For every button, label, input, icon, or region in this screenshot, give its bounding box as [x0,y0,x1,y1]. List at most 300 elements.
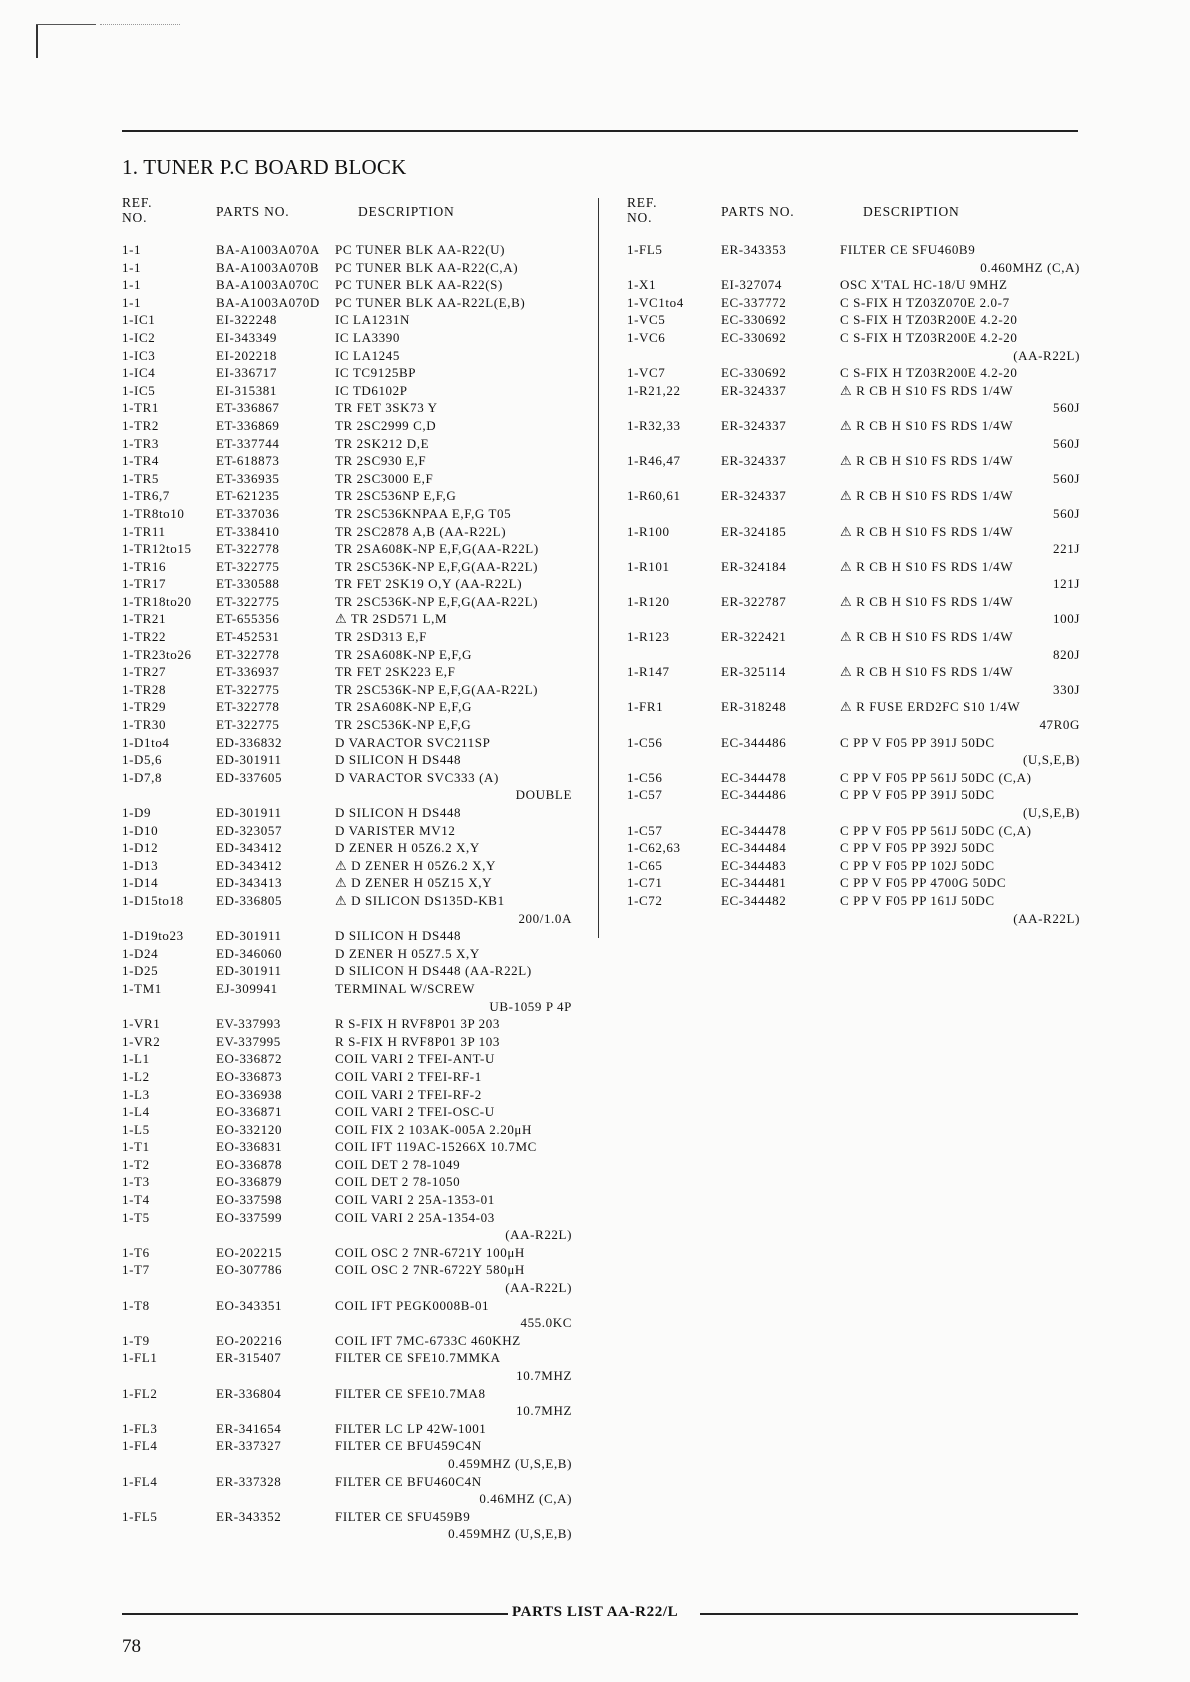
description: PC TUNER BLK AA-R22(S) [335,277,503,293]
ref-no: 1-FL4 [122,1438,158,1454]
parts-row [627,663,1080,698]
ref-no: 1-R21,22 [627,382,681,398]
parts-row [627,364,1080,382]
description-continuation: 221J [1053,541,1080,557]
parts-no: ED-323057 [216,822,283,838]
description: TR FET 2SK19 O,Y (AA-R22L) [335,576,523,592]
parts-no: BA-A1003A070C [216,277,320,293]
ref-no: 1-T8 [122,1297,150,1313]
ref-no: 1-L2 [122,1068,150,1084]
parts-row [122,1086,584,1104]
parts-row [627,523,1080,558]
ref-no: 1-IC1 [122,312,156,328]
description-continuation: 560J [1053,470,1080,486]
description-continuation: (AA-R22L) [505,1227,572,1243]
parts-no: EC-344483 [721,857,787,873]
parts-no: ER-336804 [216,1385,282,1401]
description: C PP V F05 PP 391J 50DC [840,787,995,803]
description: C S-FIX H TZ03R200E 4.2-20 [840,329,1018,345]
description: ⚠ R CB H S10 FS RDS 1/4W [840,382,1014,398]
parts-no: EO-336871 [216,1104,283,1120]
parts-no: ET-336869 [216,417,280,433]
ref-no: 1-D19to23 [122,928,184,944]
parts-row [627,786,1080,821]
parts-row [122,241,584,259]
ref-no: 1-VR2 [122,1033,161,1049]
description: C S-FIX H TZ03Z070E 2.0-7 [840,294,1010,310]
description: COIL DET 2 78-1049 [335,1156,461,1172]
ref-no: 1-1 [122,294,142,310]
parts-row [122,452,584,470]
description: D SILICON H DS448 [335,805,462,820]
parts-row [122,962,584,980]
parts-row [122,927,584,945]
parts-no: ER-325114 [721,664,786,680]
ref-no: 1-D9 [122,805,152,820]
description-continuation: (AA-R22L) [1013,910,1080,926]
description: COIL OSC 2 7NR-6722Y 580μH [335,1262,525,1278]
right-parts-list [627,241,1080,927]
ref-no: 1-FL1 [122,1350,158,1366]
description: TR 2SC536NP E,F,G [335,488,457,504]
description-continuation: 0.460MHZ (C,A) [980,259,1080,275]
parts-no: ER-318248 [721,699,787,715]
parts-no: ED-301911 [216,805,282,820]
description: ⚠ R CB H S10 FS RDS 1/4W [840,523,1014,539]
description-continuation: 560J [1053,505,1080,521]
top-rule [122,130,1078,132]
parts-no: EO-332120 [216,1121,283,1137]
left-parts-list [122,241,584,1543]
parts-no: ET-322778 [216,699,280,715]
description: COIL VARI 2 TFEI-RF-1 [335,1068,482,1084]
parts-row [122,1033,584,1051]
description: C PP V F05 PP 102J 50DC [840,857,995,873]
ref-no: 1-T9 [122,1332,150,1348]
header-description: DESCRIPTION [358,204,455,219]
parts-no: EV-337993 [216,1016,281,1032]
parts-row [122,1420,584,1438]
description: C PP V F05 PP 391J 50DC [840,734,995,750]
ref-no: 1-C65 [627,857,663,873]
parts-row [627,734,1080,769]
parts-no: ER-343353 [721,242,787,257]
parts-no: ER-322421 [721,629,787,645]
description: FILTER CE BFU459C4N [335,1438,482,1454]
ref-no: 1-R100 [627,523,670,539]
parts-no: ED-343412 [216,857,283,873]
parts-row [122,1437,584,1472]
parts-row [122,1103,584,1121]
description: COIL IFT 7MC-6733C 460KHZ [335,1332,521,1348]
parts-no: ET-322775 [216,558,280,574]
parts-row [122,259,584,277]
parts-row [627,487,1080,522]
description: TR 2SC536KNPAA E,F,G T05 [335,505,512,521]
parts-row [627,311,1080,329]
parts-no: EC-344482 [721,892,787,908]
parts-row [122,646,584,664]
ref-no: 1-R123 [627,629,670,645]
parts-no: ET-452531 [216,629,280,645]
parts-row [627,558,1080,593]
description: COIL IFT 119AC-15266X 10.7MC [335,1139,537,1155]
parts-row [122,734,584,752]
parts-no: EC-344486 [721,734,787,750]
ref-no: 1-TR23to26 [122,646,192,662]
ref-no: 1-TR30 [122,717,167,733]
parts-row [122,470,584,488]
ref-no: 1-TM1 [122,980,162,996]
ref-no: 1-TR12to15 [122,541,192,557]
parts-no: EI-343349 [216,329,277,345]
description: ⚠ R CB H S10 FS RDS 1/4W [840,558,1014,574]
description-continuation: 0.459MHZ (U,S,E,B) [448,1526,572,1542]
ref-no: 1-TR22 [122,629,167,645]
ref-no: 1-T3 [122,1174,150,1190]
parts-row [122,593,584,611]
ref-no: 1-D10 [122,822,159,838]
column-header [627,195,1080,241]
ref-no: 1-C62,63 [627,840,681,856]
parts-no: ET-322778 [216,646,280,662]
description-continuation: (AA-R22L) [1013,347,1080,363]
parts-no: EO-337598 [216,1192,283,1208]
parts-row [627,452,1080,487]
description: D VARISTER MV12 [335,822,456,838]
ref-no: 1-T4 [122,1192,150,1208]
parts-no: ER-324337 [721,488,787,504]
ref-no: 1-TR27 [122,664,167,680]
parts-no: EO-336873 [216,1068,283,1084]
parts-no: ER-337328 [216,1473,282,1489]
description: C PP V F05 PP 4700G 50DC [840,875,1007,891]
description: C PP V F05 PP 161J 50DC [840,892,995,908]
parts-row [122,1191,584,1209]
description: TR 2SK212 D,E [335,435,430,451]
description: IC LA1231N [335,312,410,328]
ref-no: 1-VC5 [627,312,666,328]
description-continuation: 330J [1053,681,1080,697]
ref-no: 1-D14 [122,875,159,891]
description: ⚠ R CB H S10 FS RDS 1/4W [840,453,1014,469]
ref-no: 1-D7,8 [122,769,163,785]
parts-row [627,628,1080,663]
parts-no: EC-344484 [721,840,787,856]
ref-no: 1-IC5 [122,382,156,398]
ref-no: 1-TR5 [122,470,159,486]
ref-no: 1-T2 [122,1156,150,1172]
ref-no: 1-TR16 [122,558,167,574]
footer-rule-left [122,1613,508,1615]
description: D ZENER H 05Z6.2 X,Y [335,840,480,856]
description: FILTER LC LP 42W-1001 [335,1420,487,1436]
description-continuation: 10.7MHZ [516,1403,572,1419]
description-continuation: 560J [1053,435,1080,451]
parts-no: EI-322248 [216,312,277,328]
description: FILTER CE SFU460B9 [840,242,976,257]
description: TR 2SC930 E,F [335,453,427,469]
ref-no: 1-T6 [122,1244,150,1260]
description: D VARACTOR SVC211SP [335,734,491,750]
description: IC LA3390 [335,329,400,345]
description: ⚠ D ZENER H 05Z15 X,Y [335,875,493,891]
description: COIL VARI 2 25A-1354-03 [335,1209,495,1225]
ref-no: 1-D12 [122,840,159,856]
parts-no: ED-336832 [216,734,283,750]
parts-no: ET-322775 [216,681,280,697]
description: C PP V F05 PP 392J 50DC [840,840,995,856]
parts-row [122,1015,584,1033]
description: D VARACTOR SVC333 (A) [335,769,499,785]
parts-no: EI-202218 [216,347,277,363]
parts-row [122,1050,584,1068]
header-description: DESCRIPTION [863,204,960,219]
ref-no: 1-IC3 [122,347,156,363]
parts-row [627,822,1080,840]
description: TR 2SA608K-NP E,F,G(AA-R22L) [335,541,539,557]
page-number: 78 [122,1636,141,1657]
description: D SILICON H DS448 [335,928,462,944]
header-ref-line1: REF. [627,195,658,210]
parts-row [122,980,584,1015]
ref-no: 1-VR1 [122,1016,161,1032]
parts-row [122,892,584,927]
parts-no: ET-655356 [216,611,280,627]
description: PC TUNER BLK AA-R22(C,A) [335,259,519,275]
description-continuation: 0.46MHZ (C,A) [479,1491,572,1507]
description: D SILICON H DS448 (AA-R22L) [335,963,532,979]
description: PC TUNER BLK AA-R22(U) [335,242,506,257]
parts-row [122,769,584,804]
ref-no: 1-R32,33 [627,417,681,433]
ref-no: 1-TR21 [122,611,167,627]
ref-no: 1-C71 [627,875,663,891]
parts-no: EI-327074 [721,277,782,293]
parts-row [122,663,584,681]
description: ⚠ R FUSE ERD2FC S10 1/4W [840,699,1021,715]
parts-row [122,610,584,628]
description: TR 2SA608K-NP E,F,G [335,699,473,715]
description: FILTER CE SFE10.7MMKA [335,1350,501,1366]
parts-row [122,1068,584,1086]
description: FILTER CE SFE10.7MA8 [335,1385,486,1401]
parts-no: ED-301911 [216,928,282,944]
description: COIL DET 2 78-1050 [335,1174,461,1190]
description-continuation: 100J [1053,611,1080,627]
parts-row [627,769,1080,787]
ref-no: 1-C57 [627,822,663,838]
parts-row [122,945,584,963]
parts-no: EO-343351 [216,1297,283,1313]
description: TR 2SC536K-NP E,F,G [335,717,472,733]
parts-no: ET-330588 [216,576,280,592]
description: TR 2SC2999 C,D [335,417,437,433]
ref-no: 1-1 [122,242,142,257]
parts-no: ET-338410 [216,523,280,539]
parts-no: EV-337995 [216,1033,281,1049]
description-continuation: (U,S,E,B) [1022,752,1080,768]
description: ⚠ R CB H S10 FS RDS 1/4W [840,488,1014,504]
parts-row [122,276,584,294]
description-continuation: 121J [1053,576,1080,592]
ref-no: 1-R101 [627,558,670,574]
ref-no: 1-FL5 [122,1508,158,1524]
description: OSC X'TAL HC-18/U 9MHZ [840,277,1008,293]
description: FILTER CE BFU460C4N [335,1473,482,1489]
description-continuation: UB-1059 P 4P [489,998,572,1014]
parts-no: EO-336938 [216,1086,283,1102]
ref-no: 1-VC1to4 [627,294,684,310]
header-ref [122,195,192,225]
parts-no: ET-618873 [216,453,280,469]
registration-corner-mark [36,20,136,60]
parts-no: EC-330692 [721,365,787,381]
parts-no: EC-337772 [721,294,787,310]
parts-no: ET-336937 [216,664,280,680]
parts-row [122,1508,584,1543]
description: D ZENER H 05Z7.5 X,Y [335,945,480,961]
parts-row [122,435,584,453]
column-header [122,195,584,241]
parts-no: ER-324184 [721,558,787,574]
header-ref-line2: NO. [627,210,653,225]
parts-no: EO-202216 [216,1332,283,1348]
description: FILTER CE SFU459B9 [335,1508,471,1524]
ref-no: 1-TR2 [122,417,159,433]
description-continuation: 455.0KC [520,1315,572,1331]
section-title: 1. TUNER P.C BOARD BLOCK [122,155,407,179]
ref-no: 1-VC6 [627,329,666,345]
parts-row [627,294,1080,312]
description: ⚠ R CB H S10 FS RDS 1/4W [840,629,1014,645]
description: TR FET 3SK73 Y [335,400,438,416]
description-continuation: 47R0G [1039,717,1080,733]
left-parts-column [122,195,584,1543]
description: R S-FIX H RVF8P01 3P 103 [335,1033,500,1049]
parts-row [122,311,584,329]
parts-row [122,628,584,646]
description-continuation: DOUBLE [515,787,572,803]
parts-no: ED-301911 [216,752,282,768]
parts-row [122,382,584,400]
parts-row [122,751,584,769]
ref-no: 1-IC2 [122,329,156,345]
footer-rule-right [700,1613,1078,1615]
description: ⚠ D SILICON DS135D-KB1 [335,892,505,908]
ref-no: 1-L4 [122,1104,150,1120]
parts-row [122,839,584,857]
parts-no: EO-336878 [216,1156,283,1172]
parts-row [122,1156,584,1174]
parts-row [122,364,584,382]
parts-row [627,874,1080,892]
parts-row [122,523,584,541]
header-ref [627,195,697,225]
ref-no: 1-TR28 [122,681,167,697]
ref-no: 1-FL4 [122,1473,158,1489]
description: ⚠ D ZENER H 05Z6.2 X,Y [335,857,496,873]
parts-no: EC-344478 [721,769,787,785]
parts-row [627,329,1080,364]
ref-no: 1-L3 [122,1086,150,1102]
parts-row [122,505,584,523]
parts-no: ET-322778 [216,541,280,557]
parts-row [122,1209,584,1244]
ref-no: 1-X1 [627,277,657,293]
ref-no: 1-D5,6 [122,752,163,768]
ref-no: 1-R60,61 [627,488,681,504]
description: TR 2SC536K-NP E,F,G(AA-R22L) [335,681,539,697]
description: TR FET 2SK223 E,F [335,664,456,680]
description-continuation: 200/1.0A [518,910,572,926]
parts-row [122,681,584,699]
description: C S-FIX H TZ03R200E 4.2-20 [840,365,1018,381]
ref-no: 1-FL2 [122,1385,158,1401]
parts-row [627,698,1080,733]
header-ref-line1: REF. [122,195,153,210]
parts-no: ED-346060 [216,945,283,961]
description: ⚠ R CB H S10 FS RDS 1/4W [840,417,1014,433]
parts-no: ER-343352 [216,1508,282,1524]
parts-row [122,540,584,558]
parts-row [122,417,584,435]
ref-no: 1-1 [122,277,142,293]
parts-row [122,487,584,505]
parts-row [122,575,584,593]
parts-no: EO-336879 [216,1174,283,1190]
parts-no: ED-343412 [216,840,283,856]
parts-row [122,857,584,875]
description: IC LA1245 [335,347,400,363]
description: TR 2SA608K-NP E,F,G [335,646,473,662]
description: C PP V F05 PP 561J 50DC (C,A) [840,769,1032,785]
ref-no: 1-TR11 [122,523,166,539]
ref-no: 1-R120 [627,593,670,609]
parts-no: ER-322787 [721,593,787,609]
description-continuation: 820J [1053,646,1080,662]
parts-no: EI-336717 [216,365,277,381]
ref-no: 1-D25 [122,963,159,979]
ref-no: 1-C72 [627,892,663,908]
parts-no: EC-344481 [721,875,787,891]
ref-no: 1-VC7 [627,365,666,381]
parts-no: BA-A1003A070D [216,294,320,310]
parts-row [122,874,584,892]
ref-no: 1-TR18to20 [122,593,192,609]
parts-row [122,558,584,576]
ref-no: 1-R46,47 [627,453,681,469]
parts-no: ER-337327 [216,1438,282,1454]
description: COIL FIX 2 103AK-005A 2.20μH [335,1121,532,1137]
parts-no: ED-343413 [216,875,283,891]
description: TR 2SC2878 A,B (AA-R22L) [335,523,507,539]
description-continuation: 0.459MHZ (U,S,E,B) [448,1455,572,1471]
parts-no: ER-324337 [721,382,787,398]
parts-row [122,1385,584,1420]
parts-row [122,399,584,417]
ref-no: 1-FR1 [627,699,664,715]
parts-row [122,1138,584,1156]
header-parts-no: PARTS NO. [216,204,290,219]
description-continuation: 10.7MHZ [516,1368,572,1383]
description-continuation: (U,S,E,B) [1022,805,1080,820]
parts-no: EO-307786 [216,1262,283,1278]
description: ⚠ R CB H S10 FS RDS 1/4W [840,593,1014,609]
parts-row [122,822,584,840]
parts-no: EC-344486 [721,787,787,803]
description: C PP V F05 PP 561J 50DC (C,A) [840,822,1032,838]
